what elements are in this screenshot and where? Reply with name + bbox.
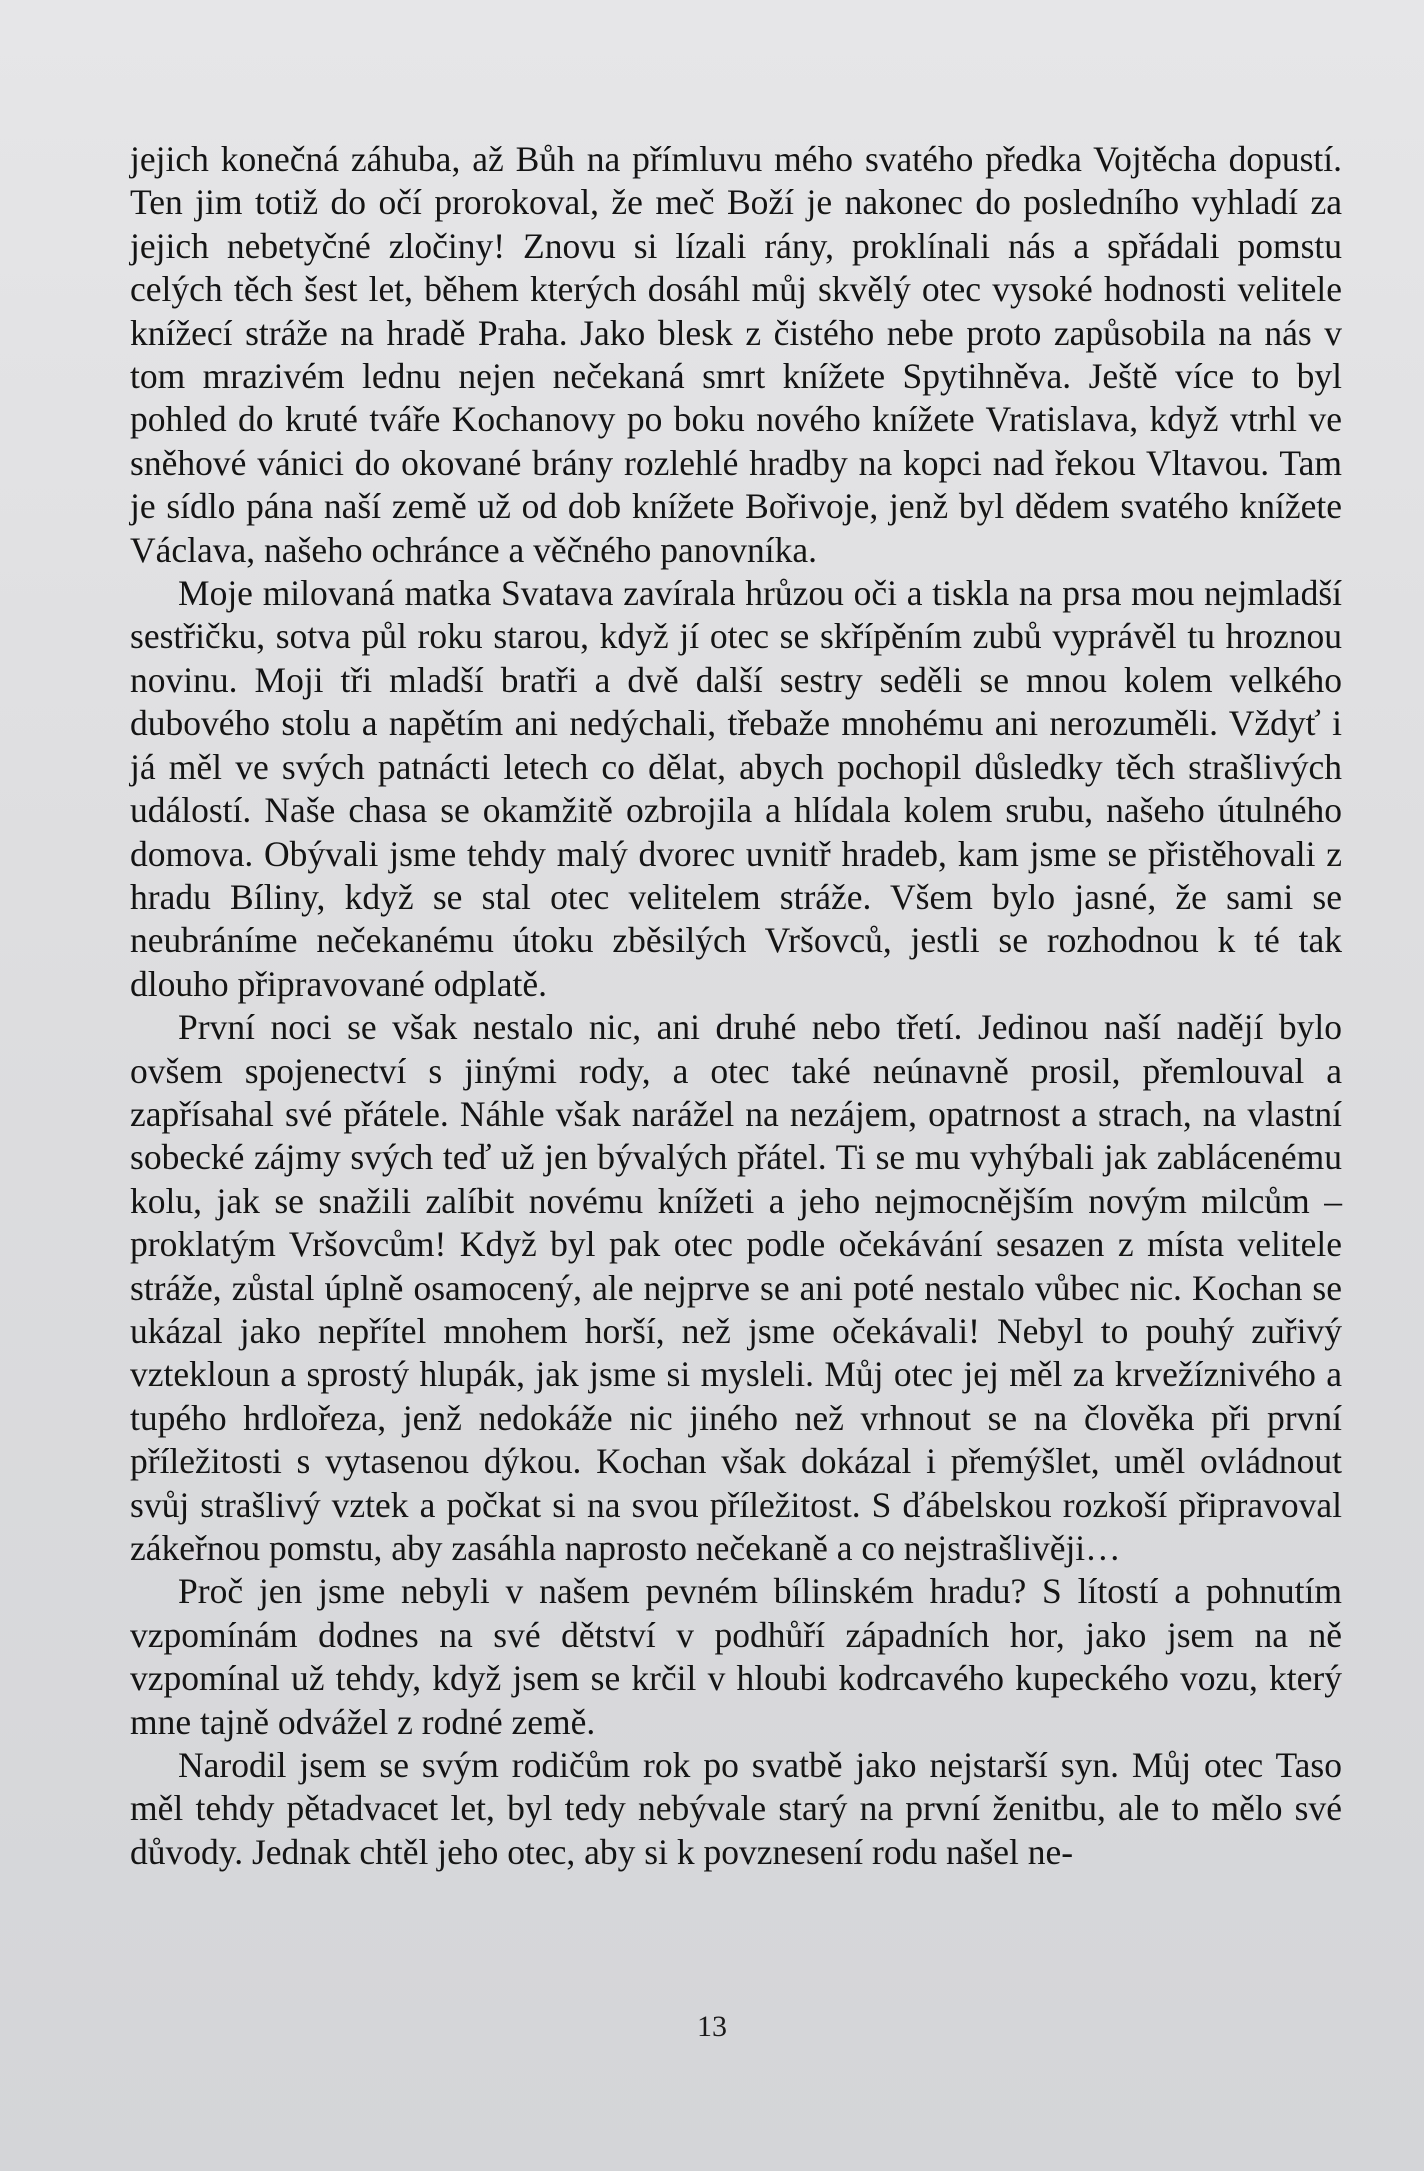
paragraph-1: jejich konečná záhuba, až Bůh na přímluvu mého svatého předka Vojtěcha dopustí. Ten jim totiž do očí prorokoval, že meč Boží je nakonec do posledního vyhladí za jejich nebetyčné zločiny! Znovu si lízali rány, proklínali nás a spřádali pomstu celých těch šest let, během kterých dosáhl můj skvělý otec vysoké hodnosti velitele knížecí stráže na hradě Praha. Jako blesk z čistého nebe proto zapůsobila na nás v tom mrazivém lednu nejen nečekaná smrt knížete Spytihněva. Ještě více to byl pohled do kruté tváře Kochanovy po boku nového knížete Vratislava, když vtrhl ve sněhové vánici do okované brány rozlehlé hradby na kopci nad řekou Vltavou. Tam je sídlo pána naší země už od dob knížete Bořivoje, jenž byl dědem svatého knížete Václava, našeho ochránce a věčného panovníka. bbox=[130, 139, 1342, 570]
paragraph-4: Proč jen jsme nebyli v našem pevném bílinském hradu? S lítostí a pohnutím vzpomínám dodnes na své dětství v podhůří západních hor, jako jsem na ně vzpomínal už tehdy, když jsem se krčil v hloubi kodrcavého kupeckého vozu, který mne tajně odvážel z rodné země. bbox=[130, 1571, 1342, 1742]
paragraph-3: První noci se však nestalo nic, ani druhé nebo třetí. Jedinou naší nadějí bylo ovšem spojenectví s jinými rody, a otec také neúnavně prosil, přemlouval a zapřísahal své přátele. Náhle však narážel na nezájem, opatrnost a strach, na vlastní sobecké zájmy svých teď už jen bývalých přátel. Ti se mu vyhýbali jak zablácenému kolu, jak se snažili zalíbit novému knížeti a jeho nejmocnějším novým milcům – proklatým Vršovcům! Když byl pak otec podle očekávání sesazen z místa velitele stráže, zůstal úplně osamocený, ale nejprve se ani poté nestalo vůbec nic. Kochan se ukázal jako nepřítel mnohem horší, než jsme očekávali! Nebyl to pouhý zuřivý vztekloun a sprostý hlupák, jak jsme si mysleli. Můj otec jej měl za krvežíznivého a tupého hrdlořeza, jenž nedokáže nic jiného než vrhnout se na člověka při první příležitosti s vytasenou dýkou. Kochan však dokázal i přemýšlet, uměl ovládnout svůj strašlivý vztek a počkat si na svou příležitost. S ďábelskou rozkoší připravoval zákeřnou pomstu, aby zasáhla naprosto nečekaně a co nejstrašlivěji… bbox=[130, 1007, 1342, 1568]
paragraph-2: Moje milovaná matka Svatava zavírala hrůzou oči a tiskla na prsa mou nejmladší sestřičku, sotva půl roku starou, když jí otec se skřípěním zubů vyprávěl tu hroznou novinu. Moji tři mladší bratři a dvě další sestry seděli se mnou kolem velkého dubového stolu a napětím ani nedýchali, třebaže mnohému ani nerozuměli. Vždyť i já měl ve svých patnácti letech co dělat, abych pochopil důsledky těch strašlivých událostí. Naše chasa se okamžitě ozbrojila a hlídala kolem srubu, našeho útulného domova. Obývali jsme tehdy malý dvorec uvnitř hradeb, kam jsme se přistěhovali z hradu Bíliny, když se stal otec velitelem stráže. Všem bylo jasné, že sami se neubráníme nečekanému útoku zběsilých Vršovců, jestli se rozhodnou k té tak dlouho připravované odplatě. bbox=[130, 573, 1342, 1004]
page-number: 13 bbox=[697, 2010, 727, 2043]
paragraph-5: Narodil jsem se svým rodičům rok po svatbě jako nejstarší syn. Můj otec Taso měl tehdy pětadvacet let, byl tedy nebývale starý na první ženitbu, ale to mělo své důvody. Jednak chtěl jeho otec, aby si k povznesení rodu našel ne- bbox=[130, 1745, 1342, 1872]
body-text bbox=[130, 138, 1342, 1874]
